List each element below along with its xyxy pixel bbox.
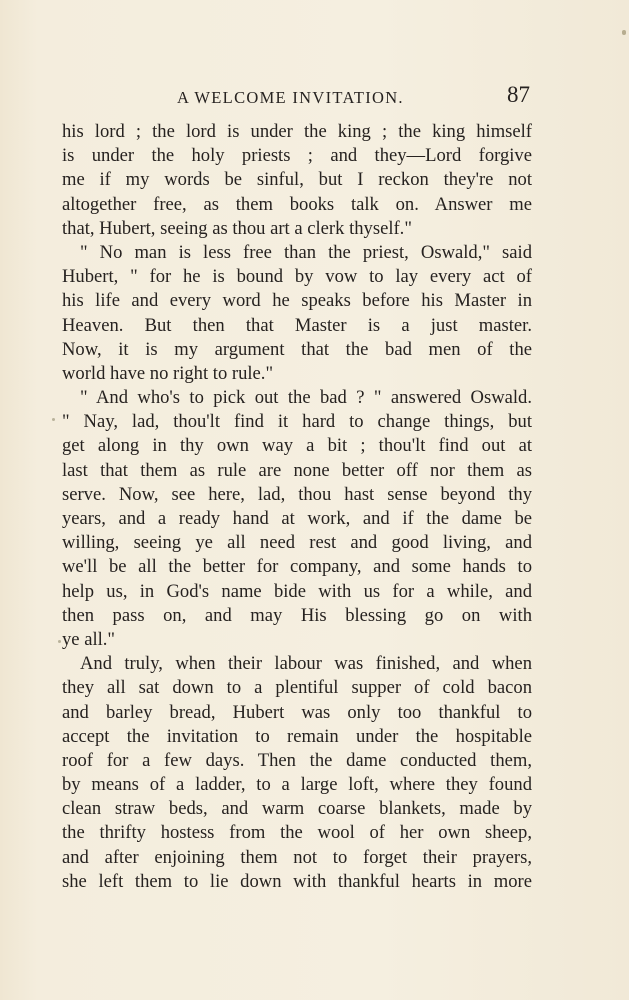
text-line: by means of a ladder, to a large loft, where they found: [62, 774, 532, 796]
text-line: that, Hubert, seeing as thou art a clerk thyself.": [62, 217, 412, 239]
page-edge-mark: [622, 30, 626, 35]
text-line: world have no right to rule.": [62, 362, 274, 384]
paper-speck: [52, 418, 55, 421]
text-line: altogether free, as them books talk on. Answer me: [62, 193, 532, 215]
text-line: Hubert, " for he is bound by vow to lay every act of: [62, 266, 532, 288]
text-line: " Nay, lad, thou'lt find it hard to change things, but: [62, 411, 532, 433]
text-line: help us, in God's name bide with us for a while, and: [62, 580, 532, 602]
text-line: And truly, when their labour was finished, and when: [80, 653, 532, 675]
text-line: and barley bread, Hubert was only too thankful to: [62, 701, 532, 723]
text-line: get along in thy own way a bit ; thou'lt find out at: [62, 435, 532, 457]
text-line: and after enjoining them not to forget their prayers,: [62, 846, 532, 868]
text-line: his lord ; the lord is under the king ; the king himself: [62, 121, 532, 142]
text-line: " No man is less free than the priest, Oswald," said: [80, 241, 532, 263]
text-line: then pass on, and may His blessing go on with: [62, 604, 532, 626]
text-line: clean straw beds, and warm coarse blankets, made by: [62, 798, 532, 820]
text-line: we'll be all the better for company, and some hands to: [62, 556, 532, 578]
text-line: the thrifty hostess from the wool of her own sheep,: [62, 822, 532, 844]
paper-speck: [58, 640, 61, 643]
running-title: A WELCOME INVITATION.: [177, 88, 404, 107]
text-line: serve. Now, see here, lad, thou hast sense beyond thy: [62, 483, 532, 505]
text-line: ye all.": [62, 628, 116, 650]
text-line: willing, seeing ye all need rest and good living, and: [62, 532, 532, 554]
text-line: roof for a few days. Then the dame conducted them,: [62, 749, 532, 771]
text-line: accept the invitation to remain under the hospitable: [62, 725, 532, 747]
text-line: Heaven. But then that Master is a just master.: [62, 314, 532, 336]
text-line: " And who's to pick out the bad ? " answered Oswald.: [80, 387, 532, 409]
text-line: last that them as rule are none better off nor them as: [62, 459, 532, 481]
page-header: [62, 82, 532, 112]
text-line: his life and every word he speaks before his Master in: [62, 290, 532, 312]
page-number: 87: [507, 82, 530, 107]
text-line: is under the holy priests ; and they—Lord forgive: [62, 145, 532, 167]
text-line: they all sat down to a plentiful supper of cold bacon: [62, 677, 532, 699]
text-line: she left them to lie down with thankful hearts in more: [62, 870, 532, 892]
body-text: [62, 120, 532, 894]
text-line: me if my words be sinful, but I reckon they're not: [62, 169, 532, 191]
text-line: Now, it is my argument that the bad men of the: [62, 338, 532, 360]
text-line: years, and a ready hand at work, and if the dame be: [62, 508, 532, 529]
